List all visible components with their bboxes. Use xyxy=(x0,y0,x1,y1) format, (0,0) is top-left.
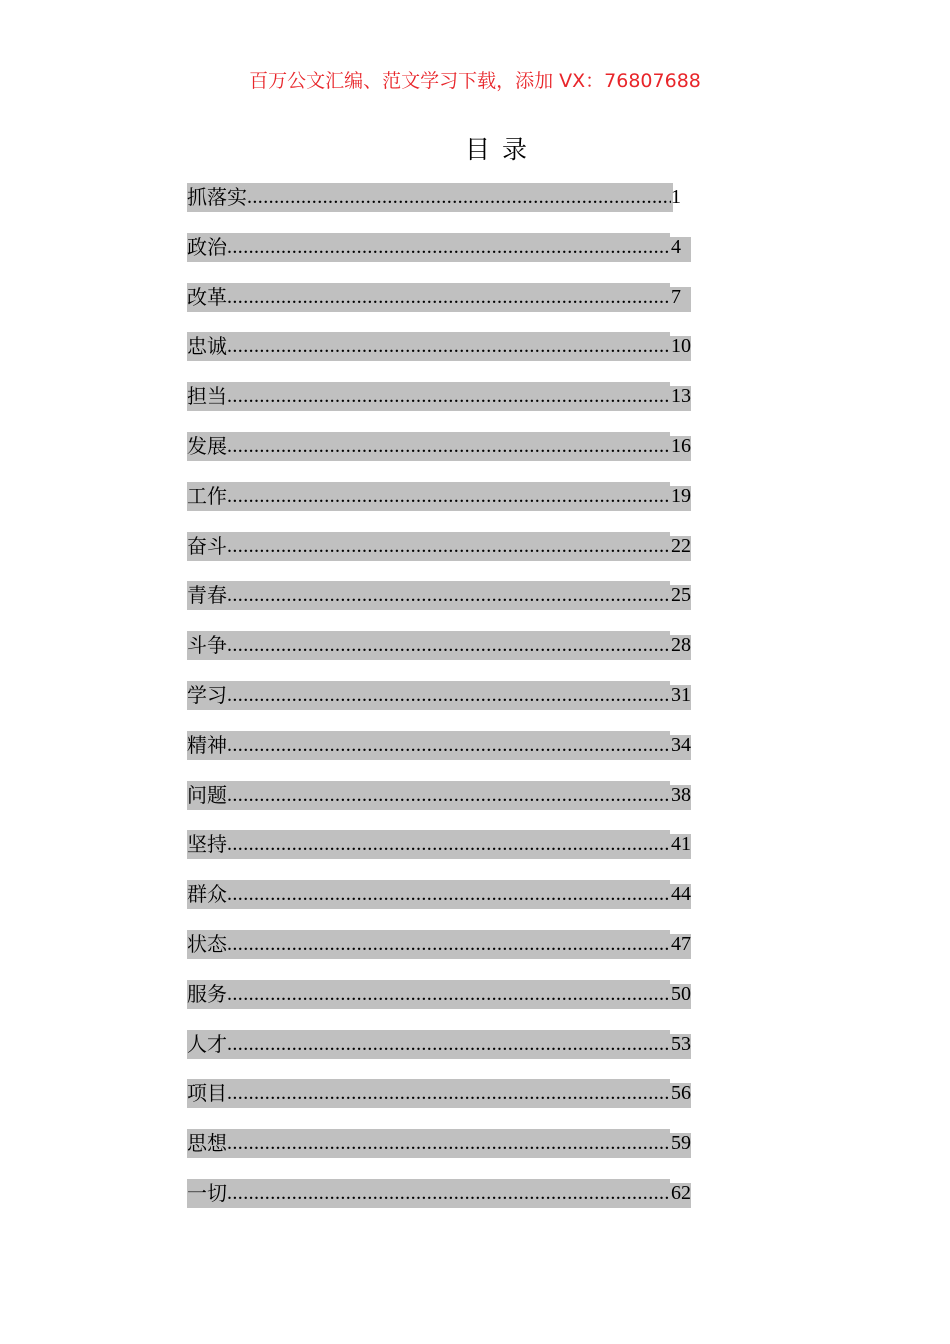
toc-entry-label: 政治 xyxy=(187,234,227,259)
toc-entry[interactable] xyxy=(187,781,693,810)
toc-entry-row xyxy=(187,1030,693,1059)
toc-entry-label: 奋斗 xyxy=(187,533,227,558)
toc-entry[interactable] xyxy=(187,283,693,312)
toc-entry-row xyxy=(187,1079,693,1108)
toc-entry-row xyxy=(187,532,693,561)
toc-entry[interactable] xyxy=(187,432,693,461)
toc-entry-page-number: 44 xyxy=(671,883,691,906)
toc-entry[interactable] xyxy=(187,731,693,760)
toc-entry[interactable] xyxy=(187,1179,693,1208)
toc-entry-page-number: 62 xyxy=(671,1181,691,1204)
toc-entry[interactable] xyxy=(187,1129,693,1158)
toc-dot-leader xyxy=(227,382,671,411)
toc-entry-page-number: 22 xyxy=(671,534,691,557)
toc-entry[interactable] xyxy=(187,532,693,561)
toc-dot-leader xyxy=(227,980,671,1009)
toc-entry[interactable] xyxy=(187,482,693,511)
toc-entry-label: 坚持 xyxy=(187,832,227,857)
toc-list xyxy=(187,183,693,1229)
toc-entry-label: 抓落实 xyxy=(187,185,247,209)
toc-entry-page-number: 38 xyxy=(671,783,691,806)
toc-entry-label: 问题 xyxy=(187,782,227,807)
toc-entry[interactable] xyxy=(187,980,693,1009)
toc-entry-page-number: 34 xyxy=(671,733,691,756)
toc-entry[interactable] xyxy=(187,631,693,660)
toc-entry-row xyxy=(187,581,693,610)
toc-dot-leader xyxy=(227,432,671,461)
toc-entry-row xyxy=(187,980,693,1009)
toc-entry-row xyxy=(187,233,693,262)
toc-entry-label: 状态 xyxy=(187,931,227,956)
toc-entry-page-number: 10 xyxy=(671,335,691,358)
toc-dot-leader xyxy=(227,581,671,610)
toc-entry-row xyxy=(187,382,693,411)
toc-entry[interactable] xyxy=(187,830,693,859)
toc-entry-row xyxy=(187,432,693,461)
toc-dot-leader xyxy=(227,781,671,810)
toc-entry-row xyxy=(187,332,693,361)
toc-entry-page-number: 1 xyxy=(671,186,681,208)
toc-dot-leader xyxy=(227,631,671,660)
toc-title: 目录 xyxy=(464,135,539,164)
toc-entry-row xyxy=(187,482,693,511)
toc-entry-label: 改革 xyxy=(187,284,227,309)
toc-entry-page-number: 31 xyxy=(671,683,691,706)
toc-entry-page-number: 25 xyxy=(671,584,691,607)
toc-entry-label: 发展 xyxy=(187,433,227,458)
toc-entry-page-number: 28 xyxy=(671,634,691,657)
toc-dot-leader xyxy=(227,482,671,511)
toc-entry-label: 精神 xyxy=(187,732,227,757)
toc-dot-leader xyxy=(227,283,671,312)
toc-dot-leader xyxy=(227,1079,671,1108)
toc-entry-page-number: 47 xyxy=(671,932,691,955)
toc-entry[interactable] xyxy=(187,681,693,710)
toc-entry-row xyxy=(187,183,693,212)
toc-entry-page-number: 16 xyxy=(671,434,691,457)
toc-entry-row xyxy=(187,283,693,312)
toc-entry-page-number: 13 xyxy=(671,385,691,408)
toc-entry-label: 学习 xyxy=(187,682,227,707)
toc-dot-leader xyxy=(227,1179,671,1208)
toc-entry-row xyxy=(187,830,693,859)
toc-entry-row xyxy=(187,1129,693,1158)
toc-entry-page-number: 19 xyxy=(671,484,691,507)
toc-entry[interactable] xyxy=(187,930,693,959)
toc-entry[interactable] xyxy=(187,880,693,909)
toc-entry-label: 人才 xyxy=(187,1031,227,1056)
toc-entry[interactable] xyxy=(187,183,693,212)
toc-entry-label: 服务 xyxy=(187,981,227,1006)
toc-entry[interactable] xyxy=(187,581,693,610)
toc-dot-leader xyxy=(227,1030,671,1059)
toc-entry-page-number: 53 xyxy=(671,1032,691,1055)
toc-entry-row xyxy=(187,781,693,810)
toc-entry-label: 青春 xyxy=(187,583,227,608)
toc-entry[interactable] xyxy=(187,1079,693,1108)
toc-entry-row xyxy=(187,880,693,909)
toc-entry-row xyxy=(187,631,693,660)
toc-entry-label: 群众 xyxy=(187,882,227,907)
toc-entry-label: 忠诚 xyxy=(187,334,227,359)
toc-entry-row xyxy=(187,930,693,959)
toc-dot-leader xyxy=(227,681,671,710)
toc-entry-label: 一切 xyxy=(187,1180,227,1205)
toc-entry-row xyxy=(187,1179,693,1208)
toc-entry-label: 斗争 xyxy=(187,633,227,658)
toc-dot-leader xyxy=(227,930,671,959)
toc-entry-label: 思想 xyxy=(187,1131,227,1156)
toc-dot-leader xyxy=(227,1129,671,1158)
toc-entry-label: 项目 xyxy=(187,1081,227,1106)
toc-entry-row xyxy=(187,681,693,710)
toc-entry-label: 担当 xyxy=(187,384,227,409)
toc-dot-leader xyxy=(227,830,671,859)
toc-dot-leader xyxy=(227,332,671,361)
toc-entry[interactable] xyxy=(187,233,693,262)
toc-dot-leader xyxy=(227,233,671,262)
toc-dot-leader xyxy=(227,880,671,909)
toc-entry-label: 工作 xyxy=(187,483,227,508)
toc-entry-page-number: 4 xyxy=(671,235,681,258)
toc-dot-leader xyxy=(227,532,671,561)
toc-entry-page-number: 41 xyxy=(671,833,691,856)
toc-entry[interactable] xyxy=(187,1030,693,1059)
toc-entry-row xyxy=(187,731,693,760)
toc-entry[interactable] xyxy=(187,332,693,361)
toc-dot-leader xyxy=(227,731,671,760)
toc-entry-page-number: 56 xyxy=(671,1082,691,1105)
toc-dot-leader xyxy=(247,183,671,212)
toc-entry-page-number: 7 xyxy=(671,285,681,308)
toc-entry-page-number: 50 xyxy=(671,982,691,1005)
header-banner: 百万公文汇编、范文学习下载，添加 VX：76807688 xyxy=(249,70,701,92)
toc-entry-page-number: 59 xyxy=(671,1132,691,1155)
toc-entry[interactable] xyxy=(187,382,693,411)
